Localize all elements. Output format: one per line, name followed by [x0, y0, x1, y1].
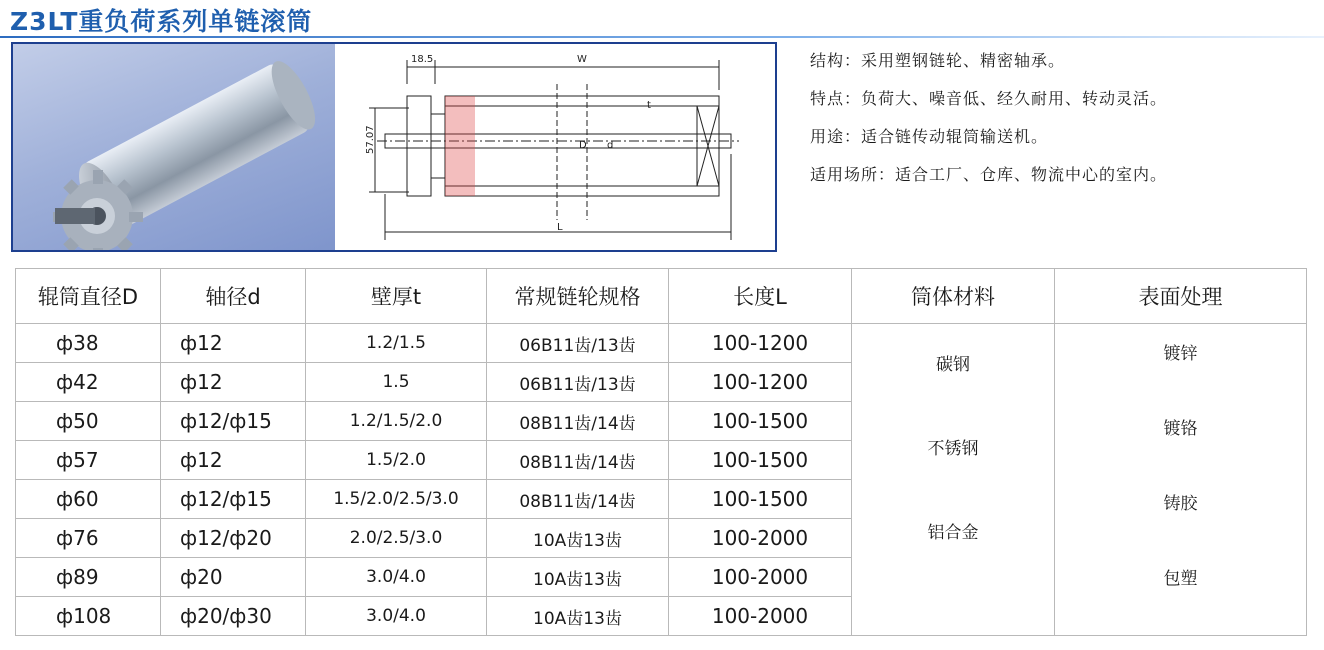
dim-57-label: 57.07	[365, 125, 376, 154]
surface-rubber: 铸胶	[1163, 494, 1198, 514]
cell-diameter: ф42	[16, 363, 161, 402]
cell-length: 100-1500	[669, 441, 852, 480]
cell-wall: 3.0/4.0	[306, 558, 487, 597]
title-underline	[0, 36, 1324, 38]
table-row	[16, 324, 1307, 363]
product-photo	[13, 44, 335, 250]
cell-sprocket: 06B11齿/13齿	[487, 363, 669, 402]
surface-chrome: 镀铬	[1163, 419, 1198, 439]
cell-length: 100-1200	[669, 363, 852, 402]
cell-sprocket: 08B11齿/14齿	[487, 480, 669, 519]
material-cell	[852, 324, 1055, 636]
cell-shaft: ф12/ф15	[161, 402, 306, 441]
header-diameter: 辊筒直径D	[16, 269, 161, 324]
cell-wall: 1.5/2.0	[306, 441, 487, 480]
cell-shaft: ф12/ф20	[161, 519, 306, 558]
cell-diameter: ф60	[16, 480, 161, 519]
spec-features: 特点：负荷大、噪音低、经久耐用、转动灵活。	[810, 89, 1168, 108]
cell-shaft: ф20/ф30	[161, 597, 306, 636]
cell-length: 100-1200	[669, 324, 852, 363]
cell-diameter: ф38	[16, 324, 161, 363]
surface-galvanized: 镀锌	[1163, 344, 1198, 364]
cell-wall: 2.0/2.5/3.0	[306, 519, 487, 558]
page-title: Z3LT重负荷系列单链滚筒	[10, 7, 313, 36]
cell-wall: 1.2/1.5/2.0	[306, 402, 487, 441]
cell-sprocket: 08B11齿/14齿	[487, 402, 669, 441]
technical-drawing	[347, 44, 775, 250]
cell-shaft: ф12/ф15	[161, 480, 306, 519]
spec-table	[15, 268, 1307, 636]
cell-shaft: ф12	[161, 441, 306, 480]
cell-diameter: ф76	[16, 519, 161, 558]
dim-w-label: W	[577, 54, 587, 65]
material-aluminum: 铝合金	[927, 523, 979, 543]
cell-diameter: ф108	[16, 597, 161, 636]
cell-sprocket: 10A齿13齿	[487, 519, 669, 558]
dim-18-5-label: 18.5	[411, 54, 434, 65]
cell-wall: 1.5/2.0/2.5/3.0	[306, 480, 487, 519]
header-surface: 表面处理	[1055, 269, 1307, 324]
header-wall: 壁厚t	[306, 269, 487, 324]
cell-diameter: ф57	[16, 441, 161, 480]
cell-shaft: ф12	[161, 363, 306, 402]
cell-wall: 1.2/1.5	[306, 324, 487, 363]
spec-places: 适用场所：适合工厂、仓库、物流中心的室内。	[810, 165, 1168, 184]
dim-small-d-label: d	[607, 140, 614, 151]
surface-cell	[1055, 324, 1307, 636]
dim-l-label: L	[557, 222, 563, 233]
cell-sprocket: 10A齿13齿	[487, 558, 669, 597]
cell-sprocket: 06B11齿/13齿	[487, 324, 669, 363]
cell-sprocket: 08B11齿/14齿	[487, 441, 669, 480]
cell-shaft: ф20	[161, 558, 306, 597]
dim-d-label: D	[579, 140, 587, 151]
header-material: 筒体材料	[852, 269, 1055, 324]
material-carbon-steel: 碳钢	[936, 355, 970, 375]
cell-sprocket: 10A齿13齿	[487, 597, 669, 636]
cell-length: 100-1500	[669, 402, 852, 441]
dim-t-label: t	[647, 100, 651, 111]
cell-length: 100-2000	[669, 597, 852, 636]
material-stainless: 不锈钢	[927, 439, 979, 459]
cell-length: 100-1500	[669, 480, 852, 519]
cell-shaft: ф12	[161, 324, 306, 363]
spec-structure: 结构：采用塑钢链轮、精密轴承。	[810, 51, 1066, 70]
header-shaft: 轴径d	[161, 269, 306, 324]
cell-length: 100-2000	[669, 558, 852, 597]
table-header-row	[16, 269, 1307, 324]
surface-plastic: 包塑	[1163, 569, 1198, 589]
header-length: 长度L	[669, 269, 852, 324]
cell-wall: 3.0/4.0	[306, 597, 487, 636]
cell-length: 100-2000	[669, 519, 852, 558]
cell-diameter: ф89	[16, 558, 161, 597]
cell-diameter: ф50	[16, 402, 161, 441]
cell-wall: 1.5	[306, 363, 487, 402]
header-sprocket: 常规链轮规格	[487, 269, 669, 324]
spec-usage: 用途：适合链传动辊筒输送机。	[810, 127, 1049, 146]
spec-description	[810, 42, 1167, 194]
